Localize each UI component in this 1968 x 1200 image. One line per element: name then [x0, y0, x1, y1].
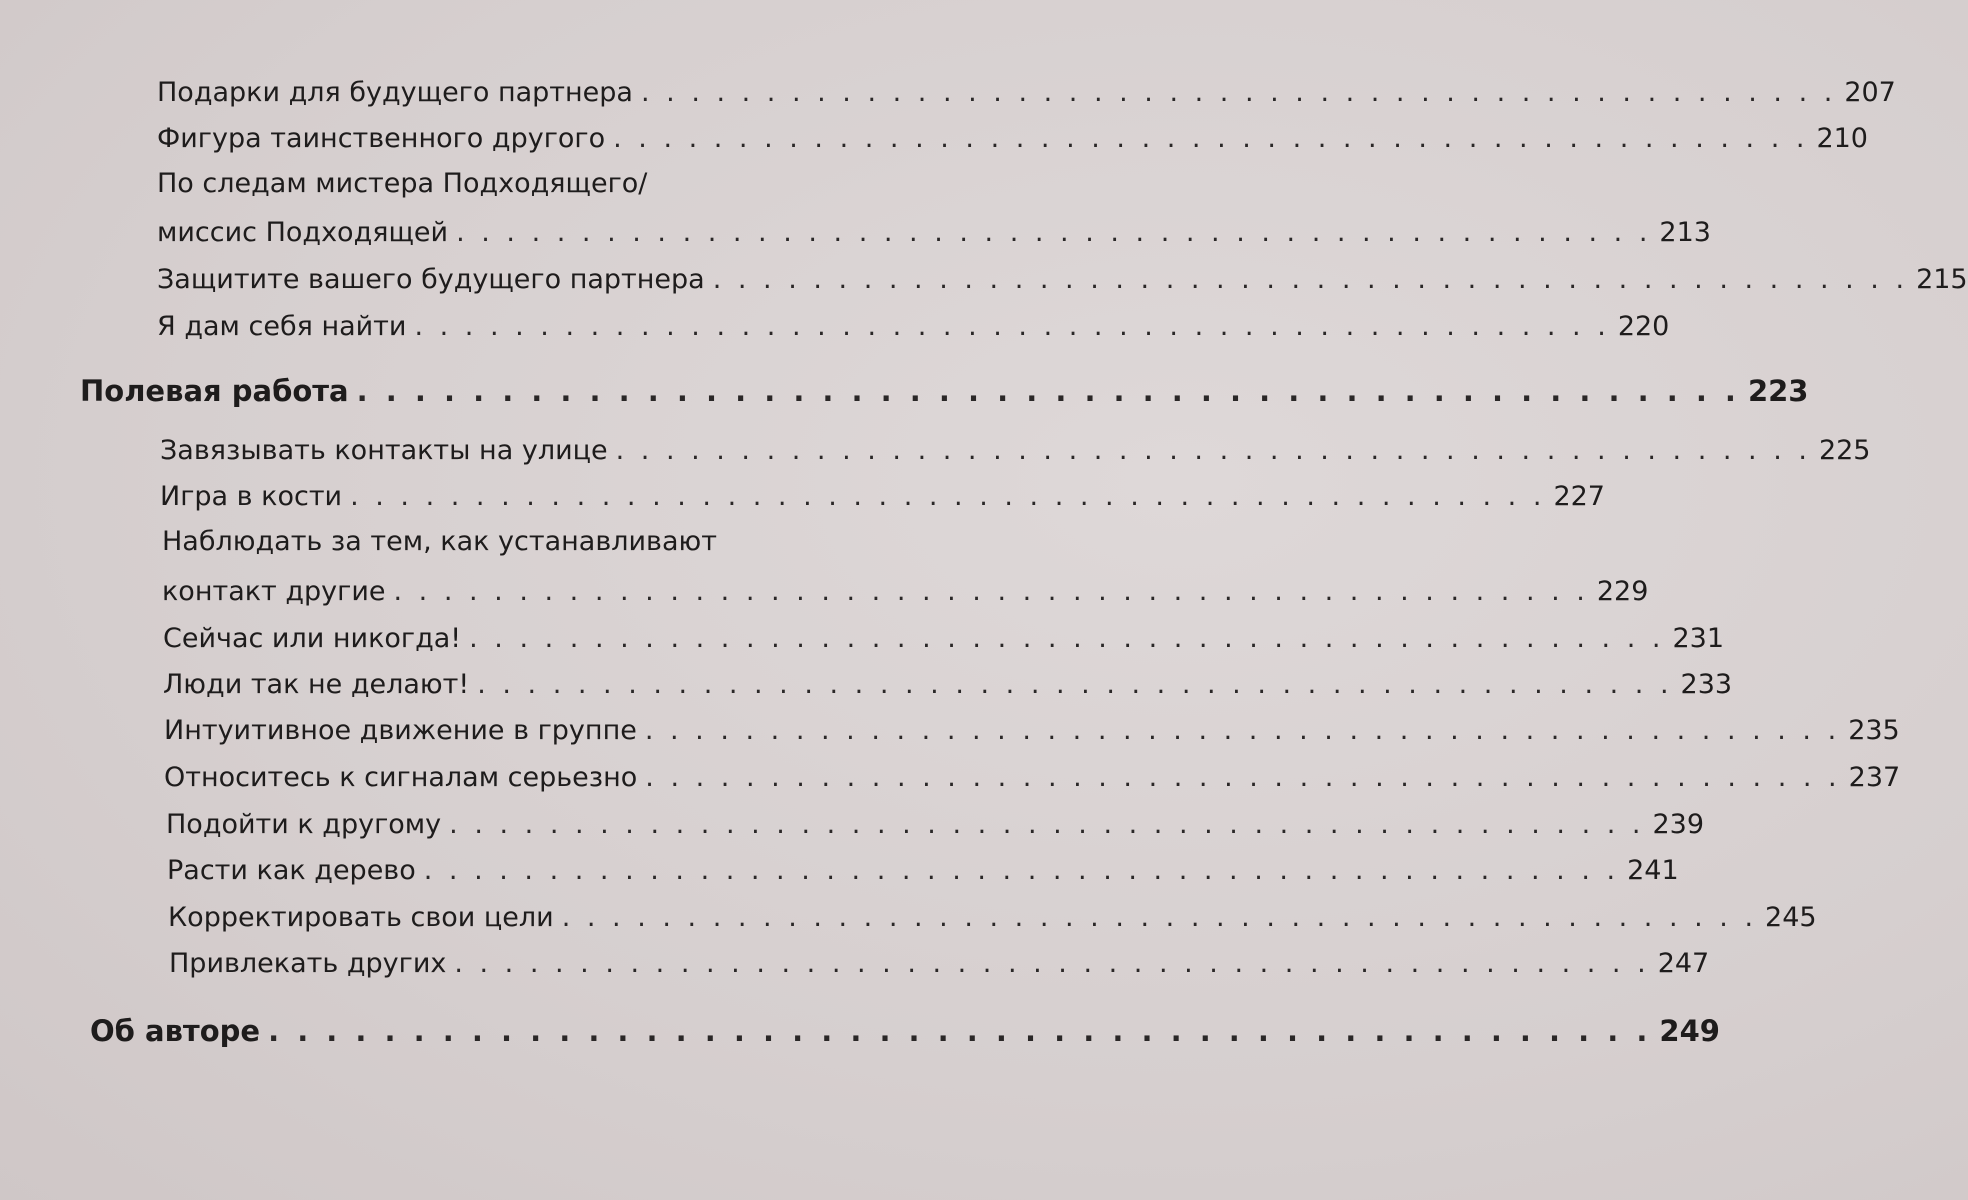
- toc-entry-grow-tree[interactable]: [167, 852, 1679, 886]
- toc-entry-attract-others[interactable]: [169, 945, 1710, 979]
- toc-entry-page: 225: [1818, 435, 1871, 466]
- toc-section-field-work[interactable]: [80, 372, 1809, 408]
- toc-section-page: 223: [1747, 374, 1809, 408]
- dot-leader: . . . . . . . . . . . . . . . . . . . . . . . . . . . . . . . . . . . . . . . . . . . . . . . .: [454, 948, 1650, 979]
- toc-entry-title: Игра в кости: [160, 481, 343, 512]
- toc-entry-page: 227: [1553, 481, 1605, 512]
- toc-entry-page: 233: [1680, 669, 1733, 700]
- dot-leader: . . . . . . . . . . . . . . . . . . . . . . . . . . . . . . . . . . . . . . . . . . . . . . . .: [477, 669, 1673, 700]
- toc-entry-signals[interactable]: [164, 759, 1901, 793]
- toc-section-about-author[interactable]: [90, 1012, 1720, 1048]
- toc-entry-page: 235: [1848, 715, 1900, 746]
- dot-leader: . . . . . . . . . . . . . . . . . . . . . . . . . . . . . . . . . . . . . . . . . . . . . . . .: [613, 123, 1809, 154]
- toc-entry-page: 220: [1617, 311, 1670, 342]
- toc-entry-page: 231: [1672, 623, 1725, 654]
- dot-leader: . . . . . . . . . . . . . . . . . . . . . . . . . . . . . . . . . . . . . . . . . . . . . . . .: [456, 217, 1652, 248]
- dot-leader: . . . . . . . . . . . . . . . . . . . . . . . . . . . . . . . . . . . . . . . . . . . . . . . .: [356, 374, 1740, 408]
- dot-leader: . . . . . . . . . . . . . . . . . . . . . . . . . . . . . . . . . . . . . . . . . . . . . . . .: [640, 77, 1837, 108]
- toc-entry-gifts[interactable]: [157, 74, 1896, 108]
- toc-entry-title: Корректировать свои цели: [168, 902, 554, 933]
- toc-entry-page: 215: [1916, 264, 1968, 295]
- toc-entry-page: 229: [1596, 576, 1649, 607]
- toc-entry-title: Привлекать других: [169, 948, 447, 979]
- toc-entry-title: Люди так не делают!: [163, 669, 470, 700]
- dot-leader: . . . . . . . . . . . . . . . . . . . . . . . . . . . . . . . . . . . . . . . . . . . . . . . .: [393, 576, 1589, 607]
- dot-leader: . . . . . . . . . . . . . . . . . . . . . . . . . . . . . . . . . . . . . . . . . . . . . . . .: [561, 902, 1758, 933]
- dot-leader: . . . . . . . . . . . . . . . . . . . . . . . . . . . . . . . . . . . . . . . . . . . . . . . .: [469, 623, 1665, 654]
- toc-entry-adjust-goals[interactable]: [168, 899, 1817, 933]
- toc-entry-title: Интуитивное движение в группе: [164, 715, 637, 746]
- dot-leader: . . . . . . . . . . . . . . . . . . . . . . . . . . . . . . . . . . . . . . . . . . . . . . . .: [645, 762, 1841, 793]
- toc-entry-protect-partner[interactable]: [157, 261, 1968, 295]
- dot-leader: . . . . . . . . . . . . . . . . . . . . . . . . . . . . . . . . . . . . . . . . . . . . . . . .: [423, 855, 1620, 886]
- toc-entry-approach-other[interactable]: [166, 806, 1705, 840]
- toc-entry-title: Подойти к другому: [166, 809, 442, 840]
- dot-leader: . . . . . . . . . . . . . . . . . . . . . . . . . . . . . . . . . . . . . . . . . . . . . . . .: [268, 1014, 1652, 1048]
- toc-entry-mysterious-other[interactable]: [157, 120, 1868, 154]
- toc-entry-street-contacts[interactable]: [160, 432, 1871, 466]
- dot-leader: . . . . . . . . . . . . . . . . . . . . . . . . . . . . . . . . . . . . . . . . . . . . . . . .: [615, 435, 1811, 466]
- toc-entry-title: контакт другие: [162, 576, 386, 607]
- toc-entry-title: Завязывать контакты на улице: [160, 435, 608, 466]
- toc-entry-page: 245: [1765, 902, 1817, 933]
- toc-entry-page: 239: [1652, 809, 1705, 840]
- toc-entry-title: Сейчас или никогда!: [163, 623, 462, 654]
- toc-entry-title-line1: По следам мистера Подходящего/: [157, 168, 648, 199]
- toc-entry-title-line1: Наблюдать за тем, как устанавливают: [162, 526, 717, 557]
- toc-section-title: Об авторе: [90, 1014, 261, 1048]
- toc-entry-page: 237: [1848, 762, 1901, 793]
- toc-entry-page: 241: [1627, 855, 1679, 886]
- toc-entry-page: 247: [1657, 948, 1710, 979]
- toc-entry-title: Фигура таинственного другого: [157, 123, 606, 154]
- toc-entry-title: миссис Подходящей: [157, 217, 449, 248]
- toc-entry-title: Относитесь к сигналам серьезно: [164, 762, 638, 793]
- dot-leader: . . . . . . . . . . . . . . . . . . . . . . . . . . . . . . . . . . . . . . . . . . . . . . . .: [350, 481, 1546, 512]
- toc-entry-people-dont[interactable]: [163, 666, 1733, 700]
- dot-leader: . . . . . . . . . . . . . . . . . . . . . . . . . . . . . . . . . . . . . . . . . . . . . . . .: [644, 715, 1841, 746]
- toc-entry-observe-contact[interactable]: [162, 573, 1649, 607]
- toc-entry-title: Расти как дерево: [167, 855, 416, 886]
- toc-entry-title: Защитите вашего будущего партнера: [157, 264, 705, 295]
- toc-section-title: Полевая работа: [80, 374, 349, 408]
- dot-leader: . . . . . . . . . . . . . . . . . . . . . . . . . . . . . . . . . . . . . . . . . . . . . . . .: [414, 311, 1610, 342]
- toc-entry-title: Я дам себя найти: [157, 311, 407, 342]
- toc-entry-page: 207: [1844, 77, 1896, 108]
- dot-leader: . . . . . . . . . . . . . . . . . . . . . . . . . . . . . . . . . . . . . . . . . . . . . . . .: [449, 809, 1645, 840]
- toc-entry-page: 213: [1659, 217, 1711, 248]
- toc-entry-intuitive-movement[interactable]: [164, 712, 1900, 746]
- toc-entry-dice-game[interactable]: [160, 478, 1605, 512]
- toc-entry-mr-right[interactable]: [157, 214, 1711, 248]
- toc-section-page: 249: [1659, 1014, 1720, 1048]
- toc-entry-now-or-never[interactable]: [163, 620, 1725, 654]
- toc-entry-let-find[interactable]: [157, 308, 1670, 342]
- toc-entry-title: Подарки для будущего партнера: [157, 77, 633, 108]
- toc-entry-page: 210: [1816, 123, 1868, 154]
- dot-leader: . . . . . . . . . . . . . . . . . . . . . . . . . . . . . . . . . . . . . . . . . . . . . . . .: [712, 264, 1909, 295]
